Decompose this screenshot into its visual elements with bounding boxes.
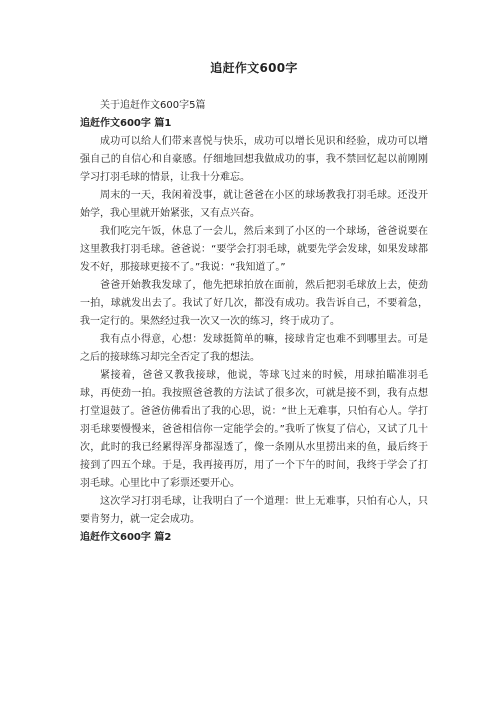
section-heading-2: 追赶作文600字 篇2 bbox=[80, 532, 172, 543]
paragraph-2: 周末的一天，我闲着没事，就让爸爸在小区的球场教我打羽毛球。还没开始学，我心里就开始紧张，又有点兴奋。 bbox=[80, 190, 428, 219]
section-heading-1: 追赶作文600字 篇1 bbox=[80, 118, 172, 129]
document-title: 追赶作文600字 bbox=[210, 61, 298, 75]
document-subtitle: 关于追赶作文600字5篇 bbox=[100, 100, 206, 111]
paragraph-1: 成功可以给人们带来喜悦与快乐，成功可以增长见识和经验，成功可以增强自己的自信心和自豪感。仔细地回想我做成功的事，我不禁回忆起以前刚刚学习打羽毛球的情景，让我十分难忘。 bbox=[80, 136, 428, 183]
paragraph-4: 爸爸开始教我发球了，他先把球拍放在面前，然后把羽毛球放上去，使劲一拍，球就发出去了。我试了好几次，都没有成功。我告诉自己，不要着急，我一定行的。果然经过我一次又一次的练习，终于成功了。 bbox=[80, 280, 428, 327]
paragraph-5: 我有点小得意，心想：发球挺简单的嘛，接球肯定也难不到哪里去。可是之后的接球练习却完全否定了我的想法。 bbox=[80, 334, 428, 363]
paragraph-7: 这次学习打羽毛球，让我明白了一个道理：世上无难事，只怕有心人，只要肯努力，就一定会成功。 bbox=[80, 496, 428, 525]
paragraph-6: 紧接着，爸爸又教我接球，他说，等球飞过来的时候，用球拍瞄准羽毛球，再使劲一拍。我按照爸爸教的方法试了很多次，可就是接不到，我有点想打堂退鼓了。爸爸仿佛看出了我的心思，说：“世上无难事，只怕有心人。学打羽毛球要慢慢来，爸爸相信你一定能学会的。”我听了恢复了信心，又试了几十次，此时的我已经累得浑身都湿透了，像一条刚从水里捞出来的鱼，最后终于接到了四五个球。于是，我再接再厉，用了一个下午的时间，我终于学会了打羽毛球。心里比中了彩票还要开心。 bbox=[80, 370, 428, 489]
paragraph-3: 我们吃完午饭，休息了一会儿，然后来到了小区的一个球场，爸爸说要在这里教我打羽毛球。爸爸说：“要学会打羽毛球，就要先学会发球，如果发球都发不好，那接球更接不了。”我说：“我知道了。” bbox=[80, 226, 428, 273]
